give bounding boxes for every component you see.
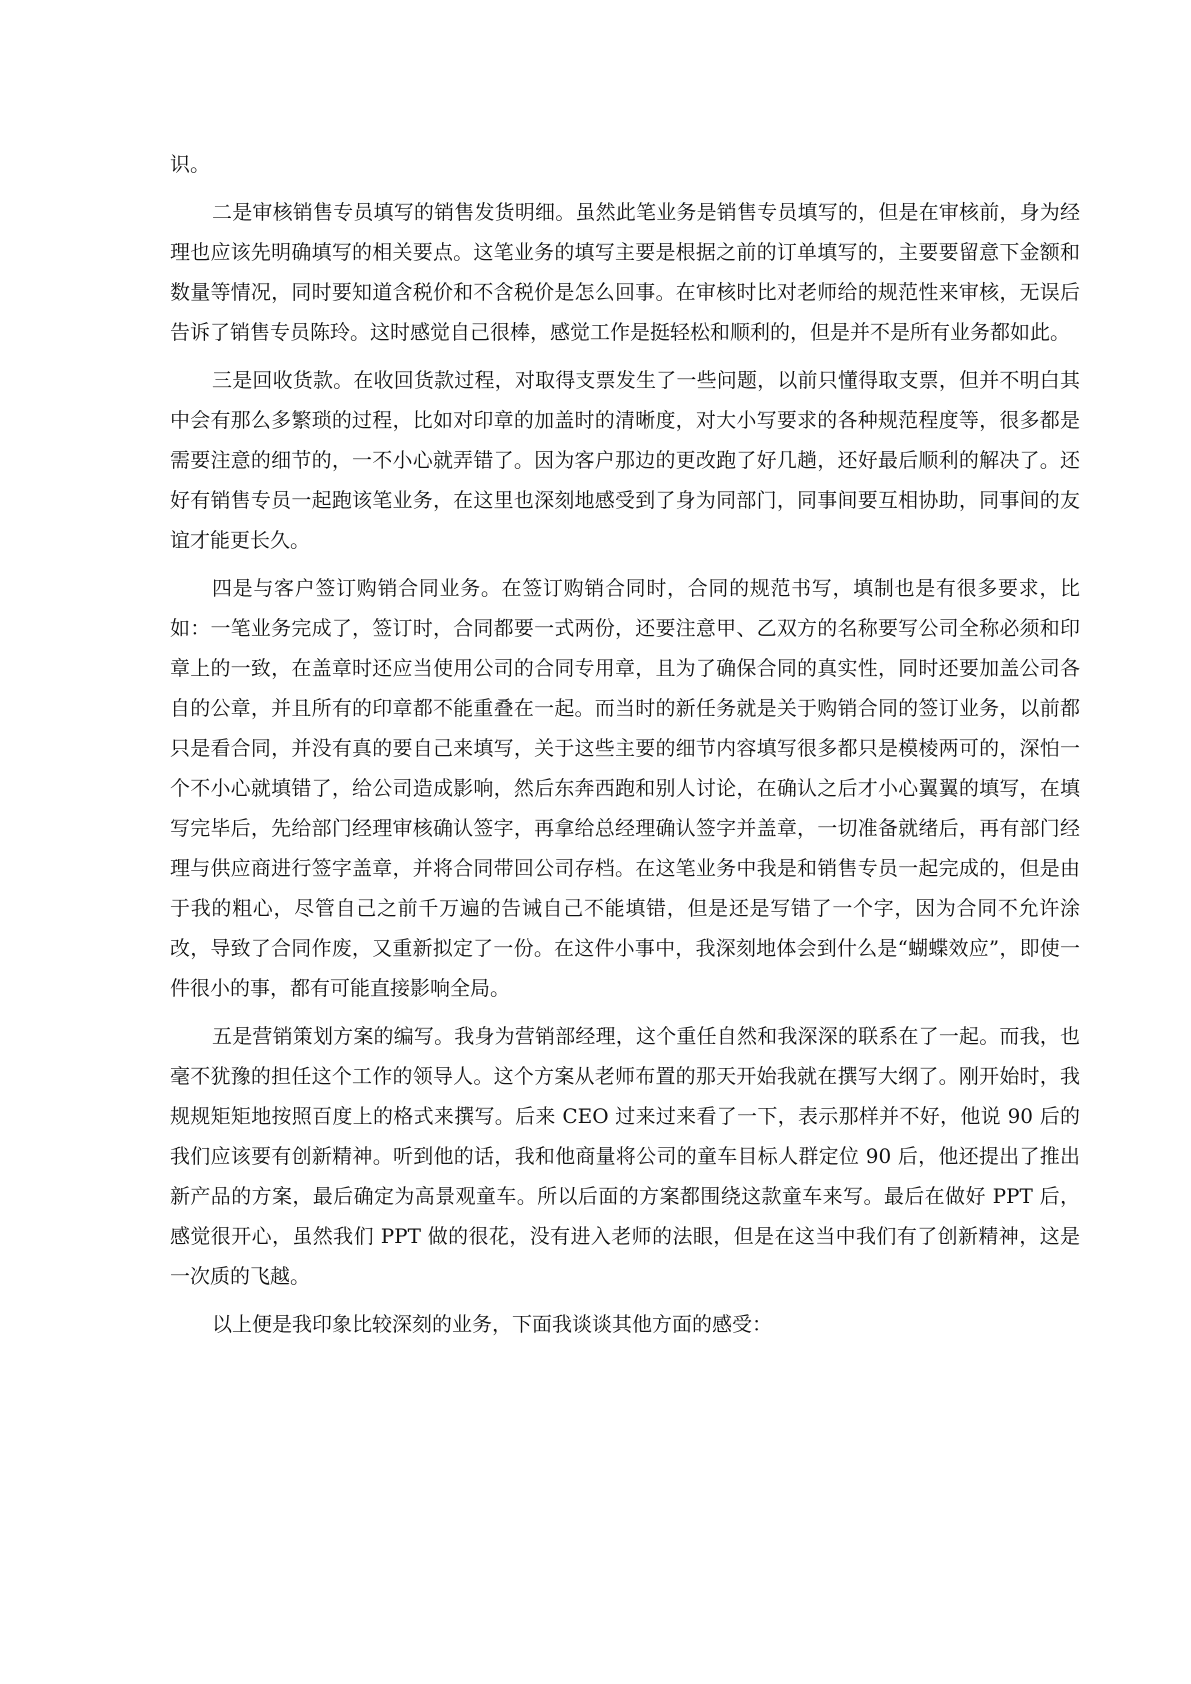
paragraph-review-sales-detail: 二是审核销售专员填写的销售发货明细。虽然此笔业务是销售专员填写的，但是在审核前，身为经理也应该先明确填写的相关要点。这笔业务的填写主要是根据之前的订单填写的，主要要留意下金额和数量等情况，同时要知道含税价和不含税价是怎么回事。在审核时比对老师给的规范性来审核，无误后告诉了销售专员陈玲。这时感觉自己很棒，感觉工作是挺轻松和顺利的，但是并不是所有业务都如此。 (170, 200, 1080, 344)
paragraph-marketing-plan: 五是营销策划方案的编写。我身为营销部经理，这个重任自然和我深深的联系在了一起。而我，也毫不犹豫的担任这个工作的领导人。这个方案从老师布置的那天开始我就在撰写大纲了。刚开始时，我规规矩矩地按照百度上的格式来撰写。后来 CEO 过来过来看了一下，表示那样并不好，他说 90 后的我们应该要有创新精神。听到他的话，我和他商量将公司的童车目标人群定位 90 后，他还提出了推出新产品的方案，最后确定为高景观童车。所以后面的方案都围绕这款童车来写。最后在做好 PPT 后，感觉很开心，虽然我们 PPT 做的很花，没有进入老师的法眼，但是在这当中我们有了创新精神，这是一次质的飞越。 (170, 1024, 1080, 1288)
paragraph-sales-contract: 四是与客户签订购销合同业务。在签订购销合同时，合同的规范书写，填制也是有很多要求，比如：一笔业务完成了，签订时，合同都要一式两份，还要注意甲、乙双方的名称要写公司全称必须和印章上的一致，在盖章时还应当使用公司的合同专用章，且为了确保合同的真实性，同时还要加盖公司各自的公章，并且所有的印章都不能重叠在一起。而当时的新任务就是关于购销合同的签订业务，以前都只是看合同，并没有真的要自己来填写，关于这些主要的细节内容填写很多都只是模棱两可的，深怕一个不小心就填错了，给公司造成影响，然后东奔西跑和别人讨论，在确认之后才小心翼翼的填写，在填写完毕后，先给部门经理审核确认签字，再拿给总经理确认签字并盖章，一切准备就绪后，再有部门经理与供应商进行签字盖章，并将合同带回公司存档。在这笔业务中我是和销售专员一起完成的，但是由于我的粗心，尽管自己之前千万遍的告诫自己不能填错，但是还是写错了一个字，因为合同不允许涂改，导致了合同作废，又重新拟定了一份。在这件小事中，我深刻地体会到什么是“蝴蝶效应”，即使一件很小的事，都有可能直接影响全局。 (170, 576, 1080, 1000)
paragraph-continuation: 识。 (170, 152, 210, 176)
paragraph-summary: 以上便是我印象比较深刻的业务，下面我谈谈其他方面的感受： (212, 1312, 772, 1336)
document-body (170, 144, 1080, 1352)
paragraph-payment-collection: 三是回收货款。在收回货款过程，对取得支票发生了一些问题，以前只懂得取支票，但并不明白其中会有那么多繁琐的过程，比如对印章的加盖时的清晰度，对大小写要求的各种规范程度等，很多都是需要注意的细节的，一不小心就弄错了。因为客户那边的更改跑了好几趟，还好最后顺利的解决了。还好有销售专员一起跑该笔业务，在这里也深刻地感受到了身为同部门，同事间要互相协助，同事间的友谊才能更长久。 (170, 368, 1080, 552)
